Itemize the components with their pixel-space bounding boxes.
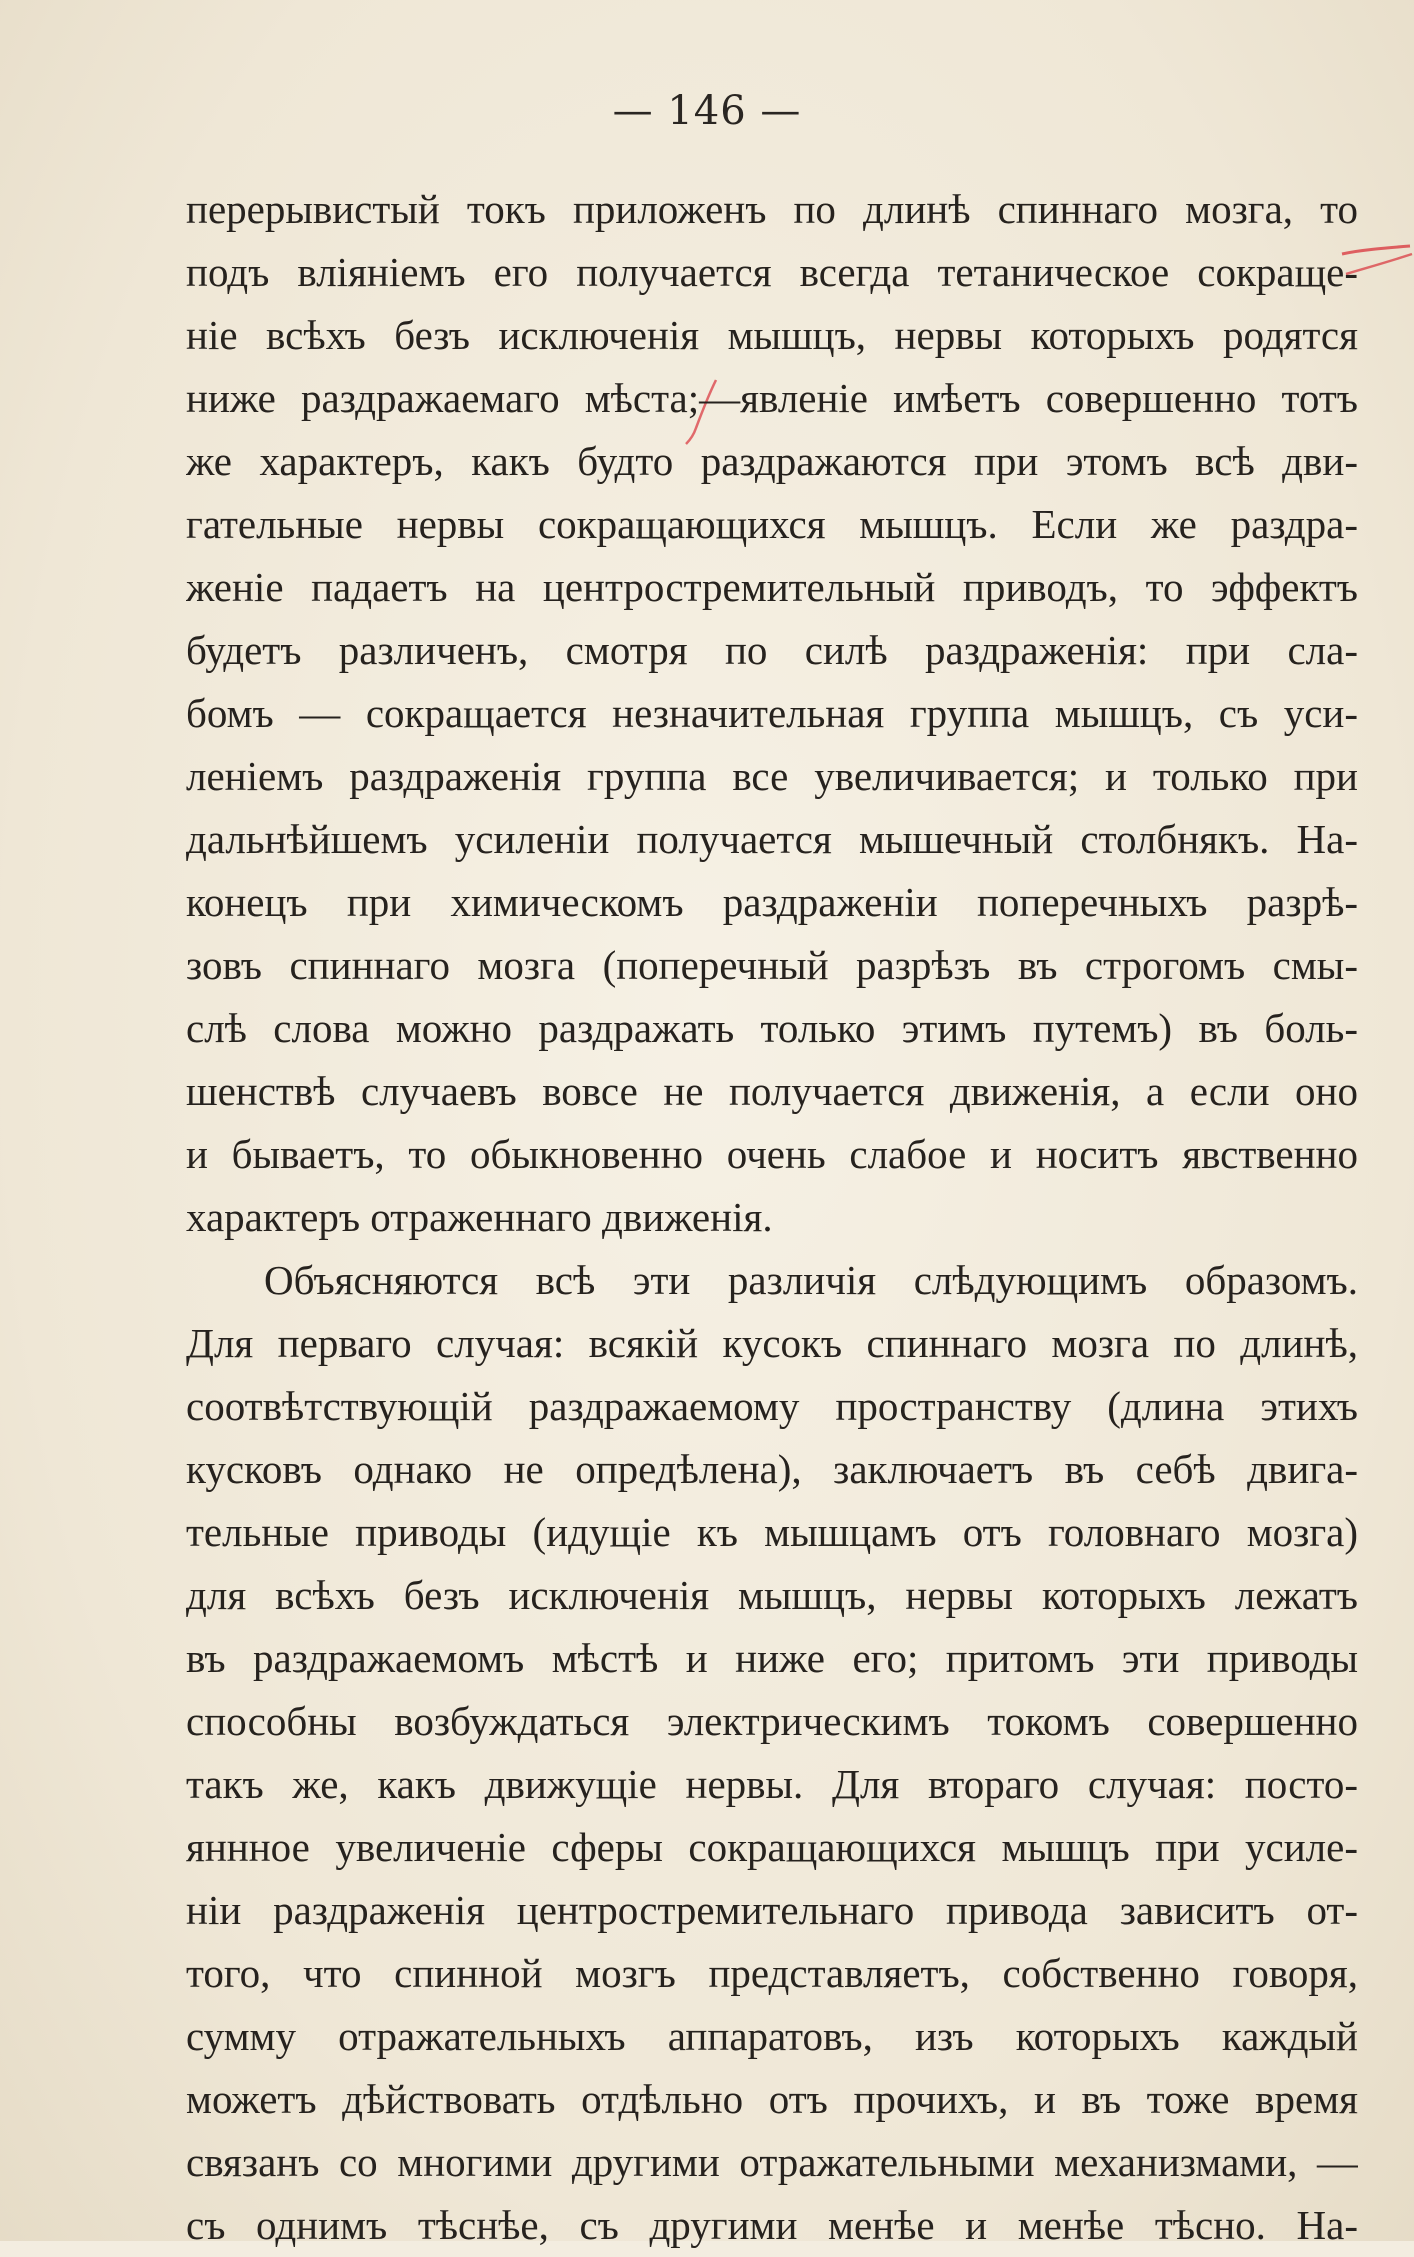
paragraph-start-line: Объясняются всѣ эти различія слѣдующимъ образомъ.: [264, 1257, 1358, 1303]
body-text: [186, 178, 1358, 2257]
text-line: яннное увеличеніе сферы сокращающихся мышцъ при усиле-: [186, 1824, 1358, 1870]
text-line: перерывистый токъ приложенъ по длинѣ спиннаго мозга, то: [186, 186, 1358, 232]
text-line: можетъ дѣйствовать отдѣльно отъ прочихъ, и въ тоже время: [186, 2076, 1358, 2122]
text-line: слѣ слова можно раздражать только этимъ путемъ) въ боль-: [186, 1005, 1358, 1051]
text-line: для всѣхъ безъ исключенія мышцъ, нервы которыхъ лежатъ: [186, 1572, 1358, 1618]
text-line: гательные нервы сокращающихся мышцъ. Если же раздра-: [186, 501, 1358, 547]
text-line: ніе всѣхъ безъ исключенія мышцъ, нервы которыхъ родятся: [186, 312, 1358, 358]
text-line: того, что спинной мозгъ представляетъ, собственно говоря,: [186, 1950, 1358, 1996]
text-line: кусковъ однако не опредѣлена), заключаетъ въ себѣ двига-: [186, 1446, 1358, 1492]
text-line: въ раздражаемомъ мѣстѣ и ниже его; притомъ эти приводы: [186, 1635, 1358, 1681]
text-line: зовъ спиннаго мозга (поперечный разрѣзъ въ строгомъ смы-: [186, 942, 1358, 988]
text-line: леніемъ раздраженія группа все увеличивается; и только при: [186, 753, 1358, 799]
text-line: связанъ со многими другими отражательными механизмами, —: [186, 2139, 1358, 2185]
page-number: — 146 —: [612, 88, 802, 134]
text-line: и бываетъ, то обыкновенно очень слабое и носитъ явственно: [186, 1131, 1358, 1177]
text-line: сумму отражательныхъ аппаратовъ, изъ которыхъ каждый: [186, 2013, 1358, 2059]
text-line: бомъ — сокращается незначительная группа мышцъ, съ уси-: [186, 690, 1358, 736]
text-line: ниже раздражаемаго мѣста;—явленіе имѣетъ совершенно тотъ: [186, 375, 1358, 421]
text-line: же характеръ, какъ будто раздражаются при этомъ всѣ дви-: [186, 438, 1358, 484]
text-line: дальнѣйшемъ усиленіи получается мышечный столбнякъ. На-: [186, 816, 1358, 862]
text-line: ніи раздраженія центростремительнаго привода зависитъ от-: [186, 1887, 1358, 1933]
text-line: соотвѣтствующій раздражаемому пространству (длина этихъ: [186, 1383, 1358, 1429]
text-line: съ однимъ тѣснѣе, съ другими менѣе и менѣе тѣсно. На-: [186, 2202, 1358, 2248]
text-line: такъ же, какъ движущіе нервы. Для втораго случая: посто-: [186, 1761, 1358, 1807]
text-line: шенствѣ случаевъ вовсе не получается движенія, а если оно: [186, 1068, 1358, 1114]
text-line: способны возбуждаться электрическимъ токомъ совершенно: [186, 1698, 1358, 1744]
paragraph-end-line: характеръ отраженнаго движенія.: [186, 1194, 773, 1240]
text-line: женіе падаетъ на центростремительный приводъ, то эффектъ: [186, 564, 1358, 610]
text-line: тельные приводы (идущіе къ мышцамъ отъ головнаго мозга): [186, 1509, 1358, 1555]
text-line: Для перваго случая: всякій кусокъ спиннаго мозга по длинѣ,: [186, 1320, 1358, 1366]
text-line: конецъ при химическомъ раздраженіи поперечныхъ разрѣ-: [186, 879, 1358, 925]
text-line: будетъ различенъ, смотря по силѣ раздраженія: при сла-: [186, 627, 1358, 673]
text-line: подъ вліяніемъ его получается всегда тетаническое сокраще-: [186, 249, 1358, 295]
